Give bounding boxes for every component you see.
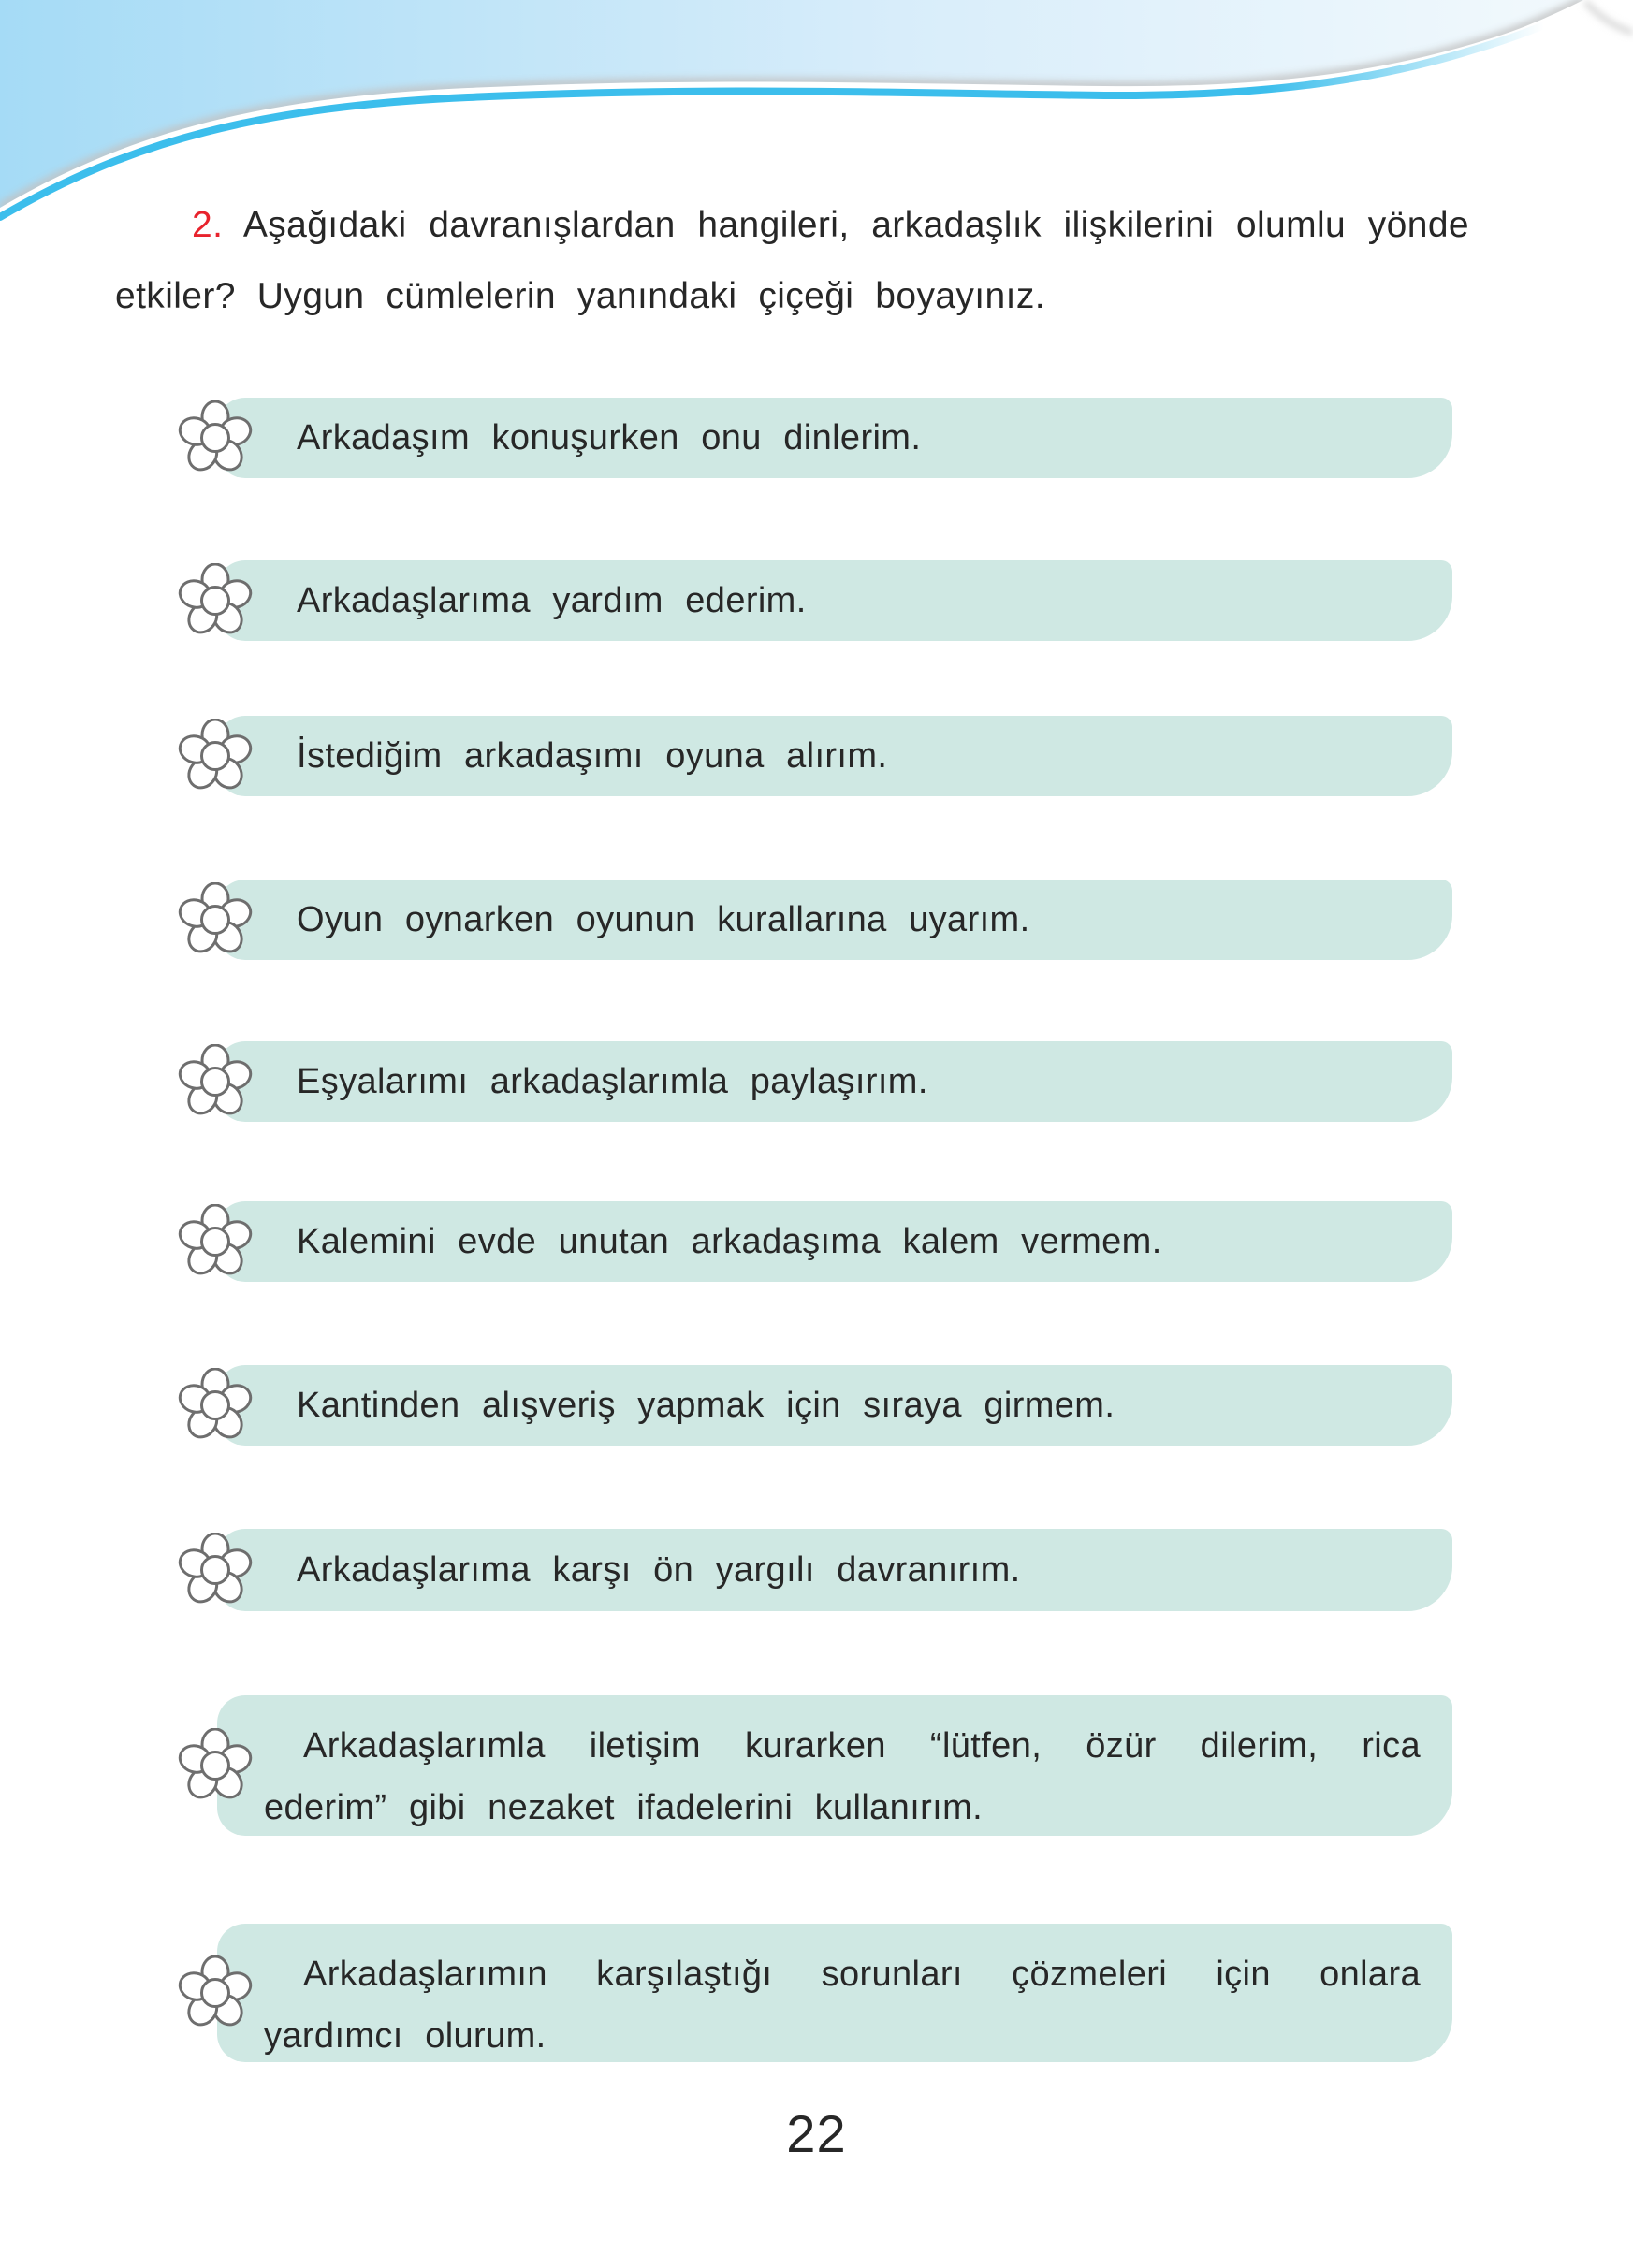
- flower-icon[interactable]: [178, 1955, 253, 2030]
- statement-bar: [217, 716, 1452, 796]
- flower-icon[interactable]: [178, 1728, 253, 1803]
- statement-text: Kalemini evde unutan arkadaşıma kalem vermem.: [297, 1221, 1162, 1261]
- flower-icon[interactable]: [178, 1533, 253, 1607]
- list-item: [217, 560, 1452, 641]
- flower-icon[interactable]: [178, 400, 253, 475]
- statement-bar: [217, 1924, 1452, 2062]
- flower-icon[interactable]: [178, 1044, 253, 1119]
- list-item: [217, 1695, 1452, 1836]
- list-item: [217, 1924, 1452, 2062]
- statement-bar: [217, 1695, 1452, 1836]
- statement-bar: [217, 1041, 1452, 1122]
- flower-icon[interactable]: [178, 563, 253, 638]
- statement-text: İstediğim arkadaşımı oyuna alırım.: [297, 735, 888, 776]
- list-item: [217, 716, 1452, 796]
- statement-bar: [217, 1201, 1452, 1282]
- flower-icon[interactable]: [178, 719, 253, 793]
- page-number: 22: [786, 2104, 847, 2163]
- statement-text: Kantinden alışveriş yapmak için sıraya girmem.: [297, 1385, 1115, 1425]
- statement-text: Oyun oynarken oyunun kurallarına uyarım.: [297, 899, 1030, 939]
- flower-icon[interactable]: [178, 882, 253, 957]
- statement-text: Eşyalarımı arkadaşlarımla paylaşırım.: [297, 1061, 928, 1101]
- question-text: Aşağıdaki davranışlardan hangileri, arkadaşlık ilişkilerini olumlu yönde etkiler? Uygun cümlelerin yanındaki çiçeği boyayınız.: [115, 205, 1469, 316]
- statement-bar: [217, 1529, 1452, 1611]
- statement-bar: [217, 398, 1452, 478]
- list-item: [217, 1201, 1452, 1282]
- list-item: [217, 1529, 1452, 1611]
- statement-text: Arkadaşlarımın karşılaştığı sorunları çözmeleri için onlara yardımcı olurum.: [264, 1955, 1421, 2056]
- flower-icon[interactable]: [178, 1204, 253, 1279]
- statement-text: Arkadaşım konuşurken onu dinlerim.: [297, 417, 922, 458]
- list-item: [217, 1365, 1452, 1446]
- statement-text: Arkadaşlarımla iletişim kurarken “lütfen, özür dilerim, rica ederim” gibi nezaket ifadelerini kullanırım.: [264, 1726, 1421, 1827]
- list-item: [217, 880, 1452, 960]
- flower-icon[interactable]: [178, 1368, 253, 1443]
- statement-bar: [217, 880, 1452, 960]
- statement-text: Arkadaşlarıma karşı ön yargılı davranırım.: [297, 1549, 1021, 1590]
- list-item: [217, 398, 1452, 478]
- question-number: 2.: [192, 205, 224, 245]
- list-item: [217, 1041, 1452, 1122]
- statement-bar: [217, 1365, 1452, 1446]
- statement-bar: [217, 560, 1452, 641]
- statement-text: Arkadaşlarıma yardım ederim.: [297, 580, 807, 620]
